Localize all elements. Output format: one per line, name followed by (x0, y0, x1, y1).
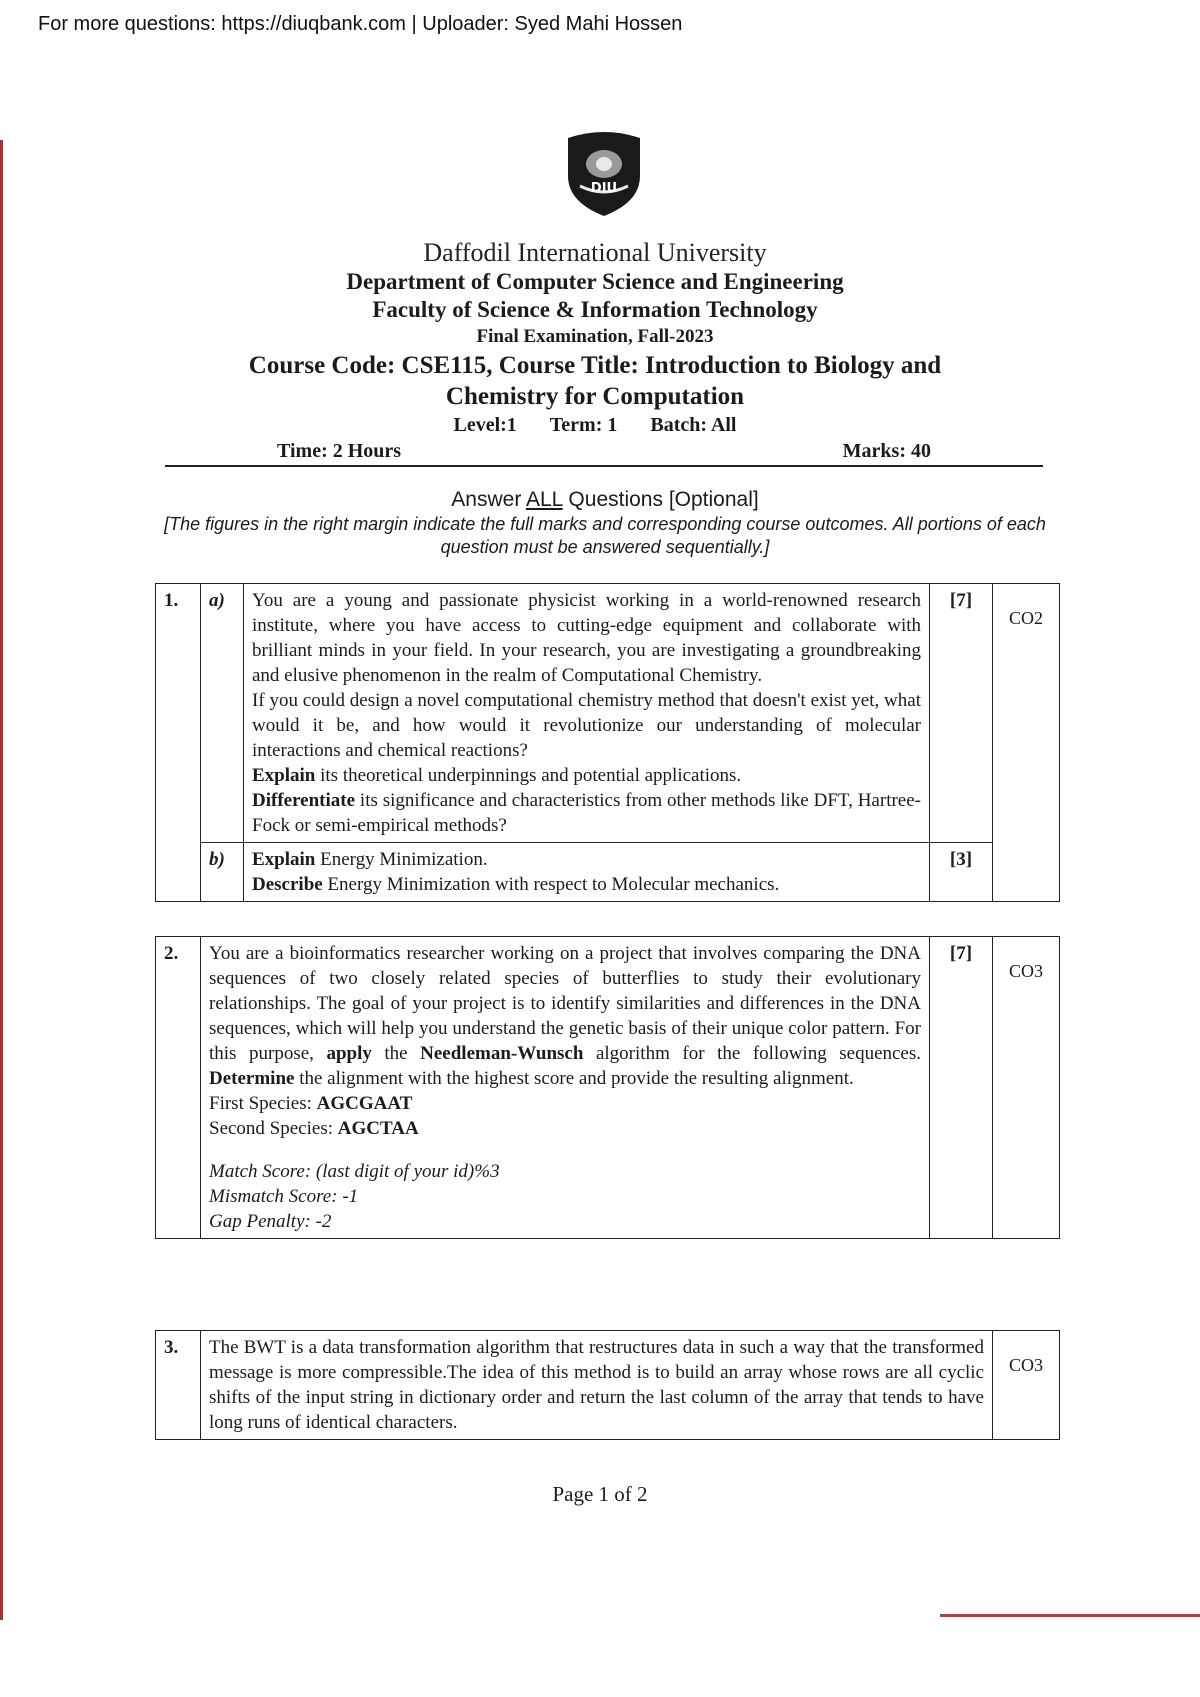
level-term-batch (150, 412, 1040, 438)
question-number: 2. (156, 937, 201, 1239)
scan-bottom-mark (940, 1614, 1200, 1617)
course-title-line2: Chemistry for Computation (445, 383, 745, 410)
exam-header (150, 238, 1040, 438)
exam-time: Time: 2 Hours (277, 440, 402, 462)
level: Level:1 (453, 414, 517, 436)
question-1-course-outcome: CO2 (993, 584, 1060, 902)
mismatch-score: Mismatch Score: -1 (209, 1186, 359, 1207)
exam-title: Final Examination, Fall-2023 (476, 326, 714, 347)
question-3-table (155, 1330, 1060, 1440)
time-marks-row (165, 440, 1043, 467)
gap-penalty: Gap Penalty: -2 (209, 1211, 332, 1232)
question-1a-marks: [7] (930, 584, 993, 843)
subquestion-label: a) (201, 584, 244, 843)
faculty-name: Faculty of Science & Information Technology (372, 297, 818, 322)
sequence-2: AGCTAA (337, 1118, 419, 1139)
question-2-course-outcome: CO3 (993, 937, 1060, 1239)
university-crest-icon (560, 128, 648, 218)
subquestion-label: b) (201, 843, 244, 902)
crest-text: DIU (590, 181, 618, 196)
question-2-marks: [7] (930, 937, 993, 1239)
batch: Batch: All (650, 414, 737, 436)
department-name: Department of Computer Science and Engineering (346, 269, 844, 294)
question-number: 3. (156, 1331, 201, 1440)
source-watermark: For more questions: https://diuqbank.com | Uploader: Syed Mahi Hossen (38, 13, 683, 35)
question-1a-text: You are a young and passionate physicist working in a world-renowned research institute, where you have access to cutting-edge equipment and collaborate with brilliant minds in your field. In your research, you are investigating a groundbreaking and elusive phenomenon in the realm of Computational Chemistry. If you could design a novel computational chemistry method that doesn't exist yet, what would it be, and how would it revolutionize our understanding of molecular interactions and chemical reactions? Explain its theoretical underpinnings and potential applications. Differentiate its significance and characteristics from other methods like DFT, Hartree-Fock or semi-empirical methods? (244, 584, 930, 843)
term: Term: 1 (549, 414, 618, 436)
question-1-table (155, 583, 1060, 902)
scan-edge-mark (0, 140, 3, 1620)
question-3-text: The BWT is a data transformation algorithm that restructures data in such a way that the transformed message is more compressible.The idea of this method is to build an array whose rows are all cyclic shifts of the input string in dictionary order and return the last column of the array that tends to have long runs of identical characters. (201, 1331, 993, 1440)
question-2-table (155, 936, 1060, 1239)
university-name: Daffodil International University (423, 238, 767, 267)
question-2-text: You are a bioinformatics researcher working on a project that involves comparing the DNA sequences of two closely related species of butterflies to study their evolutionary relationships. The goal of your project is to identify similarities and differences in the DNA sequences, which will help you understand the genetic basis of their unique color pattern. For this purpose, apply the Needleman-Wunsch algorithm for the following sequences. Determine the alignment with the highest score and provide the resulting alignment. First Species: AGCGAAT Second Species: AGCTAA Match Score: (last digit of your id)%3 Mismatch Score: -1 Gap Penalty: -2 (201, 937, 930, 1239)
instruction-heading: Answer ALL Questions [Optional] (451, 488, 759, 511)
course-title-line1: Course Code: CSE115, Course Title: Introduction to Biology and (248, 352, 942, 379)
question-number: 1. (156, 584, 201, 902)
instruction-note: [The figures in the right margin indicate the full marks and corresponding course outcomes. All portions of each question must be answered sequentially.] (164, 514, 1046, 557)
match-score: Match Score: (last digit of your id)%3 (209, 1161, 500, 1182)
question-3-course-outcome: CO3 (993, 1331, 1060, 1440)
question-1b-text: Explain Energy Minimization. Describe Energy Minimization with respect to Molecular mechanics. (244, 843, 930, 902)
instructions (160, 487, 1050, 559)
page-number: Page 1 of 2 (552, 1482, 648, 1506)
sequence-1: AGCGAAT (316, 1093, 413, 1114)
question-1b-marks: [3] (930, 843, 993, 902)
exam-marks: Marks: 40 (842, 440, 931, 462)
